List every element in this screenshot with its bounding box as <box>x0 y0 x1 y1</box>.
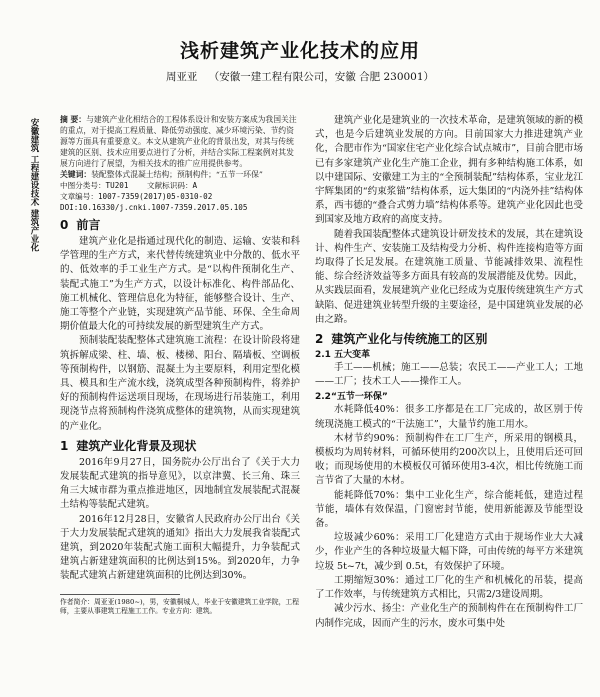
paragraph: 工期缩短30%：通过工厂化的生产和机械化的吊装，提高了工作效率，与传统建筑方式相比，只需2/3建设周期。 <box>315 574 583 601</box>
abstract-text: 与建筑产业化相结合的工程体系设计和安装方案成为我国关注的重点，对于提高工程质量、降低劳动强度、减少环境污染、节约资源等方面具有重要意义。本文从建筑产业化的背景出发，对其与传统建筑的区别、技术应用要点进行了分析，并结合实际工程案例对其发展方向进行了展望，为相关技术的推广应用提供参考。 <box>60 115 297 168</box>
article-number: 文章编号：1007-7359(2017)05-0310-02 <box>60 192 213 201</box>
doi: DOI:10.16330/j.cnki.1007-7359.2017.05.105 <box>60 203 248 212</box>
clc-number: 中图分类号：TU201 <box>60 181 129 190</box>
abstract-label: 摘 要： <box>60 115 87 124</box>
keywords-line <box>60 169 300 180</box>
paragraph: 垃圾减少60%：采用工厂化建造方式由于规场作业大大减少，作业产生的各种垃圾量大幅下降，可由传统的每平方米建筑垃圾 5t~7t，减少到 0.5t，有效保护了环境。 <box>315 532 583 572</box>
paragraph: 建筑产业化是指通过现代化的制造、运输、安装和科学管理的生产方式，来代替传统建筑业中分散的、低水平的、低效率的手工业生产方式。是“以构件预制化生产、装配式施工”为生产方式，以设计标准化、构件部品化、施工机械化、管理信息化为特征，能够整合设计、生产、施工等整个产业链，实现建筑产品节能、环保、全生命周期价值最大化的可持续发展的新型建筑生产方式。 <box>60 236 300 333</box>
paragraph: 2016年12月28日，安徽省人民政府办公厅出台《关于大力发展装配式建筑的通知》指出大力发展我省装配式建筑，到2020年装配式施工面积大幅提升，力争装配式建筑占新建建筑面积的比例达到15%。到2020年，力争装配式建筑占新建建筑面积的比例达到30%。 <box>60 513 300 582</box>
journal-side-label: 安徽建筑 工程建设技术 建筑产业化 <box>29 118 39 252</box>
section-2-heading: 2 建筑产业化与传统施工的区别 <box>315 332 488 347</box>
paragraph: 随着我国装配整体式建筑设计研发技术的发展，其在建筑设计、构件生产、安装施工及结构受力分析、构件连接构造等方面均取得了长足发展。在建筑施工质量、节能减排效果、流程性能、综合经济效益等多方面具有较高的发展潜能及优势。因此，从实践层面看，发展建筑产业化已经成为克服传统建筑生产方式缺陷、促进建筑业转型升级的主要途径，是中国建筑业发展的必由之路。 <box>315 228 583 325</box>
footnote-rule <box>60 594 180 595</box>
article-meta <box>60 180 300 213</box>
paragraph: 减少污水、扬尘：产业化生产的预制构件在在预制构件工厂内制作完成，因而产生的污水，废水可集中处 <box>315 603 583 629</box>
section-0-heading: 0 前言 <box>60 218 101 232</box>
subsection-2-1-heading: 2.1 五大变革 <box>315 350 371 361</box>
left-column <box>60 114 300 617</box>
right-column <box>315 114 583 631</box>
author-footnote: 作者简介：周亚亚(1980~)，男，安徽桐城人，毕业于安徽建筑工业学院，工程师，主要从事建筑工程施工工作。专业方向：建筑。 <box>60 597 299 616</box>
keywords-text: 装配整体式混凝土结构；预制构件；“五节一环保” <box>91 170 263 179</box>
author-affiliation: （安徽一建工程有限公司，安徽 合肥 230001） <box>208 71 435 83</box>
paragraph: 手工——机械；施工——总装；农民工——产业工人；工地——工厂；技术工人——操作工人。 <box>315 362 583 388</box>
paragraph: 水耗降低40%：很多工序都是在工厂完成的，故区别于传统现浇施工模式的“干法施工”，大量节约施工用水。 <box>315 404 583 430</box>
paragraph: 预制装配装配整体式建筑施工流程：在设计阶段将建筑拆解成梁、柱、墙、板、楼梯、阳台、隔墙板、空调板等预制构件，以钢筋、混凝土为主要原料，利用定型化模具、模具和生产流水线，浇筑成型各种预制构件，将养护好的预制构件运送项目现场，在现场进行吊装施工，利用现浇节点将预制构件浇筑成整体的建筑物，从而实现建筑的产业化。 <box>60 335 300 432</box>
subsection-2-2-heading: 2.2“五节一环保” <box>315 392 388 403</box>
author-line <box>0 69 600 84</box>
paragraph: 2016年9月27日，国务院办公厅出台了《关于大力发展装配式建筑的指导意见》，以京津冀、长三角、珠三角三大城市群为重点推进地区，因地制宜发展装配式混凝土结构等装配式建筑。 <box>60 456 300 511</box>
author-name: 周亚亚 <box>165 71 198 83</box>
document-code: 文献标识码：A <box>147 181 198 190</box>
abstract-block <box>60 114 300 180</box>
page-title: 浅析建筑产业化技术的应用 <box>179 40 420 62</box>
keywords-label: 关键词： <box>60 170 92 179</box>
paragraph: 建筑产业化是建筑业的一次技术革命，是建筑领域的新的模式，也是今后建筑业发展的方向。目前国家大力推进建筑产业化，合肥市作为“国家住宅产业化综合试点城市”，目前合肥市场已有多家建筑产业化生产施工企业，拥有多种结构施工体系，如以中建国际、安徽建工为主的“全预制装配”结构体系，宝业龙江宇辉集团的“约束浆锚”结构体系，远大集团的“内浇外挂”结构体系，西韦德的“叠合式剪力墙”结构体系等。建筑产业化因此也受到国家及地方政府的高度支持。 <box>315 115 583 226</box>
paragraph: 木材节约90%：预制构件在工厂生产，所采用的钢模具，模板均为周转材料，可循环使用约200次以上，且使用后还可回收；而现场使用的木模板仅可循环使用3-4次，相比传统施工而言节省了大量的木材。 <box>315 432 583 487</box>
section-1-heading: 1 建筑产业化背景及现状 <box>60 438 197 453</box>
paragraph: 能耗降低70%：集中工业化生产，综合能耗低，建造过程节能，墙体有效保温，门窗密封节能，使用新能源及节能型设备。 <box>315 489 583 530</box>
